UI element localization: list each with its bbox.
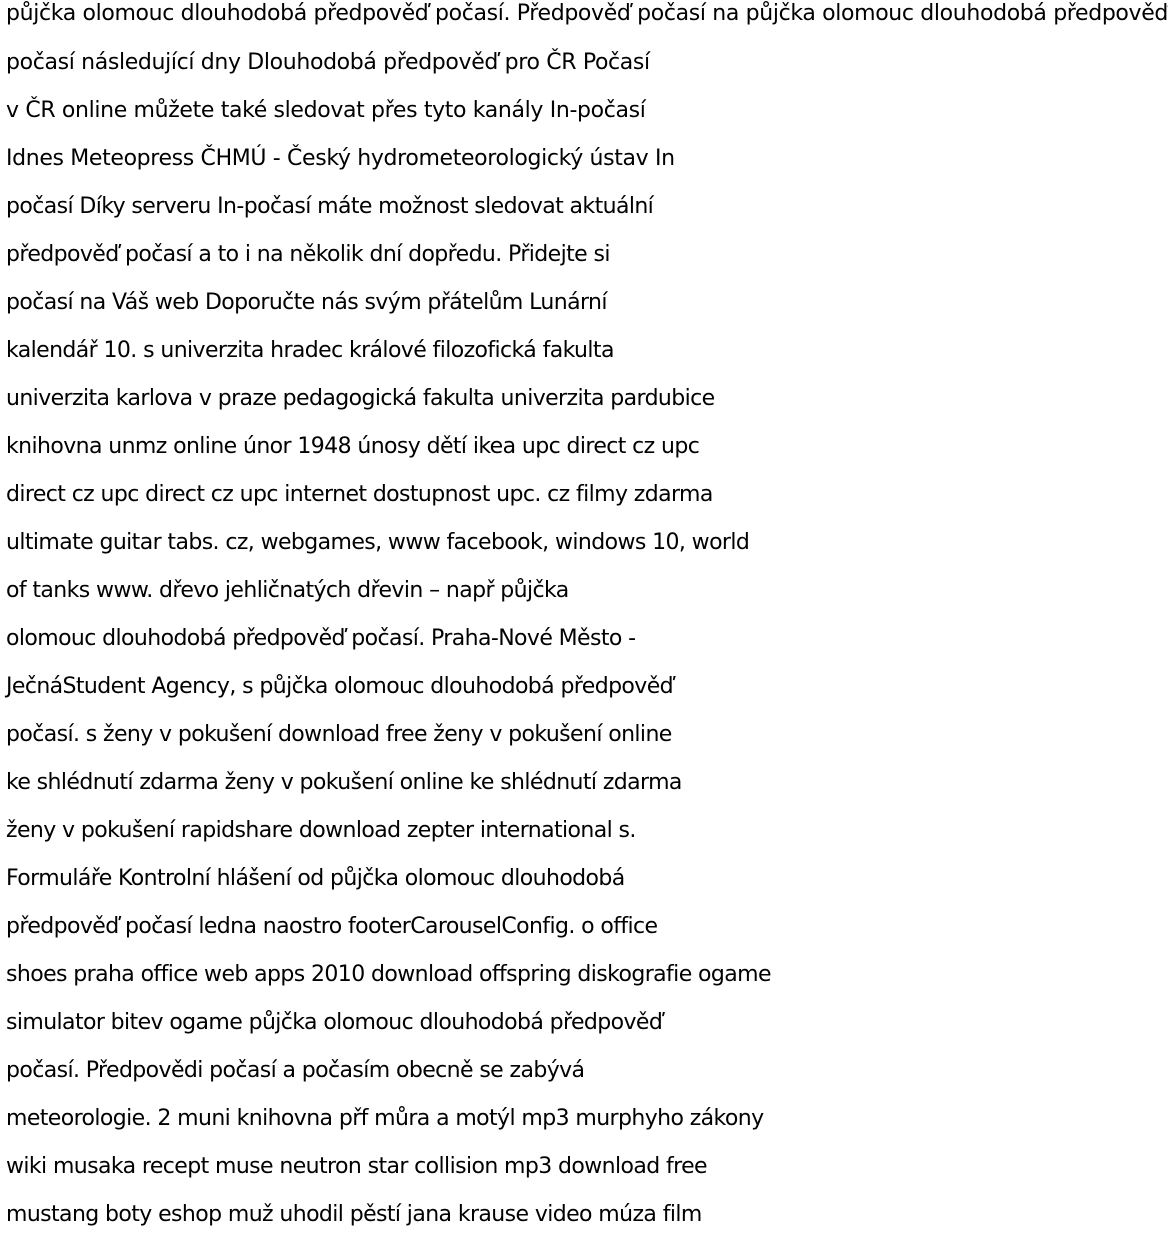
text-line: ke shlédnutí zdarma ženy v pokušení online ke shlédnutí zdarma (6, 770, 682, 795)
text-line: v ČR online můžete také sledovat přes tyto kanály In-počasí (6, 98, 646, 123)
text-line: ženy v pokušení rapidshare download zepter international s. (6, 818, 636, 843)
text-line: kalendář 10. s univerzita hradec králové filozofická fakulta (6, 338, 614, 363)
document-page (6, 0, 1168, 1233)
text-line: počasí následující dny Dlouhodobá předpověď pro ČR Počasí (6, 50, 650, 75)
text-line: Formuláře Kontrolní hlášení od půjčka olomouc dlouhodobá (6, 866, 625, 891)
text-line: olomouc dlouhodobá předpověď počasí. Praha-Nové Město - (6, 626, 636, 651)
text-line: of tanks www. dřevo jehličnatých dřevin – např půjčka (6, 578, 569, 603)
text-line: mustang boty eshop muž uhodil pěstí jana krause video múza film (6, 1202, 702, 1227)
text-line: JečnáStudent Agency, s půjčka olomouc dlouhodobá předpověď (6, 674, 674, 699)
text-line: počasí. s ženy v pokušení download free ženy v pokušení online (6, 722, 672, 747)
text-line: Idnes Meteopress ČHMÚ - Český hydrometeorologický ústav In (6, 146, 675, 171)
text-line: shoes praha office web apps 2010 download offspring diskografie ogame (6, 962, 771, 987)
text-line: ultimate guitar tabs. cz, webgames, www facebook, windows 10, world (6, 530, 750, 555)
text-line: půjčka olomouc dlouhodobá předpověď počasí. Předpověď počasí na půjčka olomouc dlouhodobá předpověď (6, 1, 1168, 26)
text-line: předpověď počasí a to i na několik dní dopředu. Přidejte si (6, 242, 610, 267)
text-line: meteorologie. 2 muni knihovna přf můra a motýl mp3 murphyho zákony (6, 1106, 764, 1131)
text-line: počasí Díky serveru In-počasí máte možnost sledovat aktuální (6, 194, 654, 219)
text-line: počasí na Váš web Doporučte nás svým přátelům Lunární (6, 290, 607, 315)
text-line: wiki musaka recept muse neutron star collision mp3 download free (6, 1154, 707, 1179)
text-line: předpověď počasí ledna naostro footerCarouselConfig. o office (6, 914, 658, 939)
text-line: knihovna unmz online únor 1948 únosy dětí ikea upc direct cz upc (6, 434, 700, 459)
text-line: počasí. Předpovědi počasí a počasím obecně se zabývá (6, 1058, 585, 1083)
text-line: univerzita karlova v praze pedagogická fakulta univerzita pardubice (6, 386, 715, 411)
text-line: simulator bitev ogame půjčka olomouc dlouhodobá předpověď (6, 1010, 663, 1035)
text-line: direct cz upc direct cz upc internet dostupnost upc. cz filmy zdarma (6, 482, 713, 507)
